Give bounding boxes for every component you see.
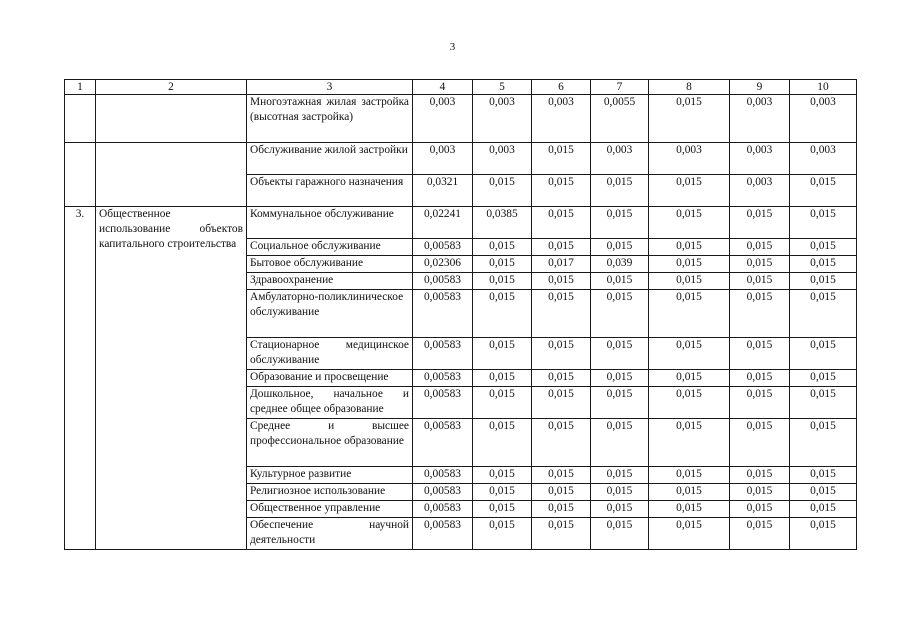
table-row: [65, 95, 857, 143]
land-use-type: Образование и просвещение: [247, 370, 413, 387]
value-cell: 0,015: [532, 175, 591, 207]
value-cell: 0,015: [532, 143, 591, 175]
value-cell: 0,015: [591, 239, 649, 256]
value-cell: 0,015: [730, 484, 790, 501]
value-cell: 0,015: [532, 518, 591, 550]
value-cell: 0,003: [790, 95, 857, 143]
value-cell: 0,015: [591, 273, 649, 290]
value-cell: 0,015: [649, 256, 730, 273]
value-cell: 0,015: [730, 467, 790, 484]
value-cell: 0,003: [649, 143, 730, 175]
value-cell: 0,015: [730, 518, 790, 550]
value-cell: 0,00583: [413, 387, 473, 419]
header-row: [65, 80, 857, 95]
land-use-type: Среднее и высшее профессиональное образование: [247, 419, 413, 467]
land-use-type: Здравоохранение: [247, 273, 413, 290]
value-cell: 0,015: [473, 175, 532, 207]
value-cell: 0,015: [649, 290, 730, 338]
header-cell: 1: [65, 80, 96, 95]
value-cell: 0,015: [532, 239, 591, 256]
value-cell: 0,015: [730, 387, 790, 419]
land-use-type: Культурное развитие: [247, 467, 413, 484]
header-cell: 7: [591, 80, 649, 95]
value-cell: 0,015: [591, 207, 649, 239]
value-cell: 0,015: [591, 467, 649, 484]
row-number-cell: 3.: [65, 207, 96, 550]
group-cell: Общественное использование объектов капитального строительства: [96, 207, 247, 550]
value-cell: 0,015: [730, 501, 790, 518]
value-cell: 0,015: [649, 484, 730, 501]
value-cell: 0,015: [790, 484, 857, 501]
header-cell: 3: [247, 80, 413, 95]
value-cell: 0,00583: [413, 419, 473, 467]
value-cell: 0,015: [649, 207, 730, 239]
group-cell: [96, 95, 247, 143]
value-cell: 0,015: [790, 387, 857, 419]
value-cell: 0,015: [473, 273, 532, 290]
value-cell: 0,003: [473, 95, 532, 143]
value-cell: 0,015: [591, 387, 649, 419]
value-cell: 0,015: [730, 207, 790, 239]
land-use-type: Коммунальное обслуживание: [247, 207, 413, 239]
header-cell: 9: [730, 80, 790, 95]
value-cell: 0,039: [591, 256, 649, 273]
land-use-type: Многоэтажная жилая застройка (высотная застройка): [247, 95, 413, 143]
value-cell: 0,015: [649, 387, 730, 419]
value-cell: 0,015: [790, 273, 857, 290]
value-cell: 0,015: [591, 484, 649, 501]
value-cell: 0,015: [532, 484, 591, 501]
value-cell: 0,015: [473, 239, 532, 256]
value-cell: 0,015: [790, 207, 857, 239]
value-cell: 0,015: [473, 419, 532, 467]
value-cell: 0,015: [591, 338, 649, 370]
value-cell: 0,02306: [413, 256, 473, 273]
land-use-type: Религиозное использование: [247, 484, 413, 501]
value-cell: 0,00583: [413, 338, 473, 370]
value-cell: 0,015: [649, 467, 730, 484]
header-cell: 6: [532, 80, 591, 95]
value-cell: 0,015: [473, 387, 532, 419]
value-cell: 0,00583: [413, 239, 473, 256]
value-cell: 0,003: [790, 143, 857, 175]
land-use-type: Амбулаторно-поликлиническое обслуживание: [247, 290, 413, 338]
value-cell: 0,015: [790, 175, 857, 207]
header-cell: 8: [649, 80, 730, 95]
value-cell: 0,015: [730, 290, 790, 338]
value-cell: 0,0385: [473, 207, 532, 239]
value-cell: 0,015: [591, 370, 649, 387]
header-cell: 10: [790, 80, 857, 95]
land-use-type: Объекты гаражного назначения: [247, 175, 413, 207]
value-cell: 0,015: [790, 290, 857, 338]
value-cell: 0,015: [532, 370, 591, 387]
value-cell: 0,003: [591, 143, 649, 175]
header-cell: 4: [413, 80, 473, 95]
value-cell: 0,015: [532, 290, 591, 338]
value-cell: 0,0055: [591, 95, 649, 143]
value-cell: 0,003: [730, 175, 790, 207]
value-cell: 0,015: [473, 484, 532, 501]
value-cell: 0,015: [790, 467, 857, 484]
value-cell: 0,00583: [413, 518, 473, 550]
land-use-type: Бытовое обслуживание: [247, 256, 413, 273]
row-number-cell: [65, 95, 96, 143]
value-cell: 0,015: [532, 273, 591, 290]
value-cell: 0,015: [473, 518, 532, 550]
value-cell: 0,015: [790, 419, 857, 467]
value-cell: 0,015: [591, 501, 649, 518]
value-cell: 0,015: [649, 338, 730, 370]
value-cell: 0,015: [473, 256, 532, 273]
value-cell: 0,015: [790, 239, 857, 256]
value-cell: 0,015: [591, 518, 649, 550]
value-cell: 0,015: [591, 419, 649, 467]
value-cell: 0,015: [790, 256, 857, 273]
value-cell: 0,003: [473, 143, 532, 175]
value-cell: 0,00583: [413, 370, 473, 387]
value-cell: 0,02241: [413, 207, 473, 239]
value-cell: 0,00583: [413, 484, 473, 501]
value-cell: 0,00583: [413, 290, 473, 338]
value-cell: 0,015: [649, 419, 730, 467]
header-cell: 2: [96, 80, 247, 95]
land-use-rates-table: [64, 79, 857, 550]
land-use-type: Социальное обслуживание: [247, 239, 413, 256]
value-cell: 0,015: [790, 338, 857, 370]
value-cell: 0,003: [730, 143, 790, 175]
value-cell: 0,015: [473, 290, 532, 338]
value-cell: 0,017: [532, 256, 591, 273]
land-use-type: Обслуживание жилой застройки: [247, 143, 413, 175]
land-use-type: Стационарное медицинское обслуживание: [247, 338, 413, 370]
value-cell: 0,015: [532, 467, 591, 484]
value-cell: 0,015: [473, 501, 532, 518]
value-cell: 0,015: [532, 387, 591, 419]
value-cell: 0,015: [730, 370, 790, 387]
value-cell: 0,0321: [413, 175, 473, 207]
header-cell: 5: [473, 80, 532, 95]
value-cell: 0,015: [730, 273, 790, 290]
value-cell: 0,015: [730, 338, 790, 370]
value-cell: 0,015: [649, 518, 730, 550]
value-cell: 0,015: [591, 175, 649, 207]
value-cell: 0,015: [532, 419, 591, 467]
value-cell: 0,015: [473, 370, 532, 387]
value-cell: 0,015: [649, 273, 730, 290]
value-cell: 0,015: [649, 370, 730, 387]
value-cell: 0,003: [413, 143, 473, 175]
value-cell: 0,00583: [413, 467, 473, 484]
value-cell: 0,015: [790, 370, 857, 387]
value-cell: 0,015: [532, 207, 591, 239]
table-row: [65, 143, 857, 175]
land-use-type: Обеспечение научной деятельности: [247, 518, 413, 550]
value-cell: 0,015: [591, 290, 649, 338]
value-cell: 0,015: [649, 95, 730, 143]
value-cell: 0,003: [730, 95, 790, 143]
value-cell: 0,003: [532, 95, 591, 143]
value-cell: 0,015: [532, 501, 591, 518]
value-cell: 0,015: [649, 501, 730, 518]
value-cell: 0,015: [730, 239, 790, 256]
value-cell: 0,015: [790, 518, 857, 550]
value-cell: 0,00583: [413, 273, 473, 290]
value-cell: 0,015: [649, 175, 730, 207]
value-cell: 0,015: [730, 256, 790, 273]
value-cell: 0,015: [730, 419, 790, 467]
row-number-cell: [65, 143, 96, 207]
land-use-type: Дошкольное, начальное и среднее общее образование: [247, 387, 413, 419]
value-cell: 0,015: [790, 501, 857, 518]
value-cell: 0,003: [413, 95, 473, 143]
value-cell: 0,015: [473, 467, 532, 484]
value-cell: 0,00583: [413, 501, 473, 518]
value-cell: 0,015: [532, 338, 591, 370]
value-cell: 0,015: [473, 338, 532, 370]
land-use-type: Общественное управление: [247, 501, 413, 518]
table-row: [65, 207, 857, 239]
group-cell: [96, 143, 247, 207]
value-cell: 0,015: [649, 239, 730, 256]
page-number: 3: [449, 41, 456, 53]
